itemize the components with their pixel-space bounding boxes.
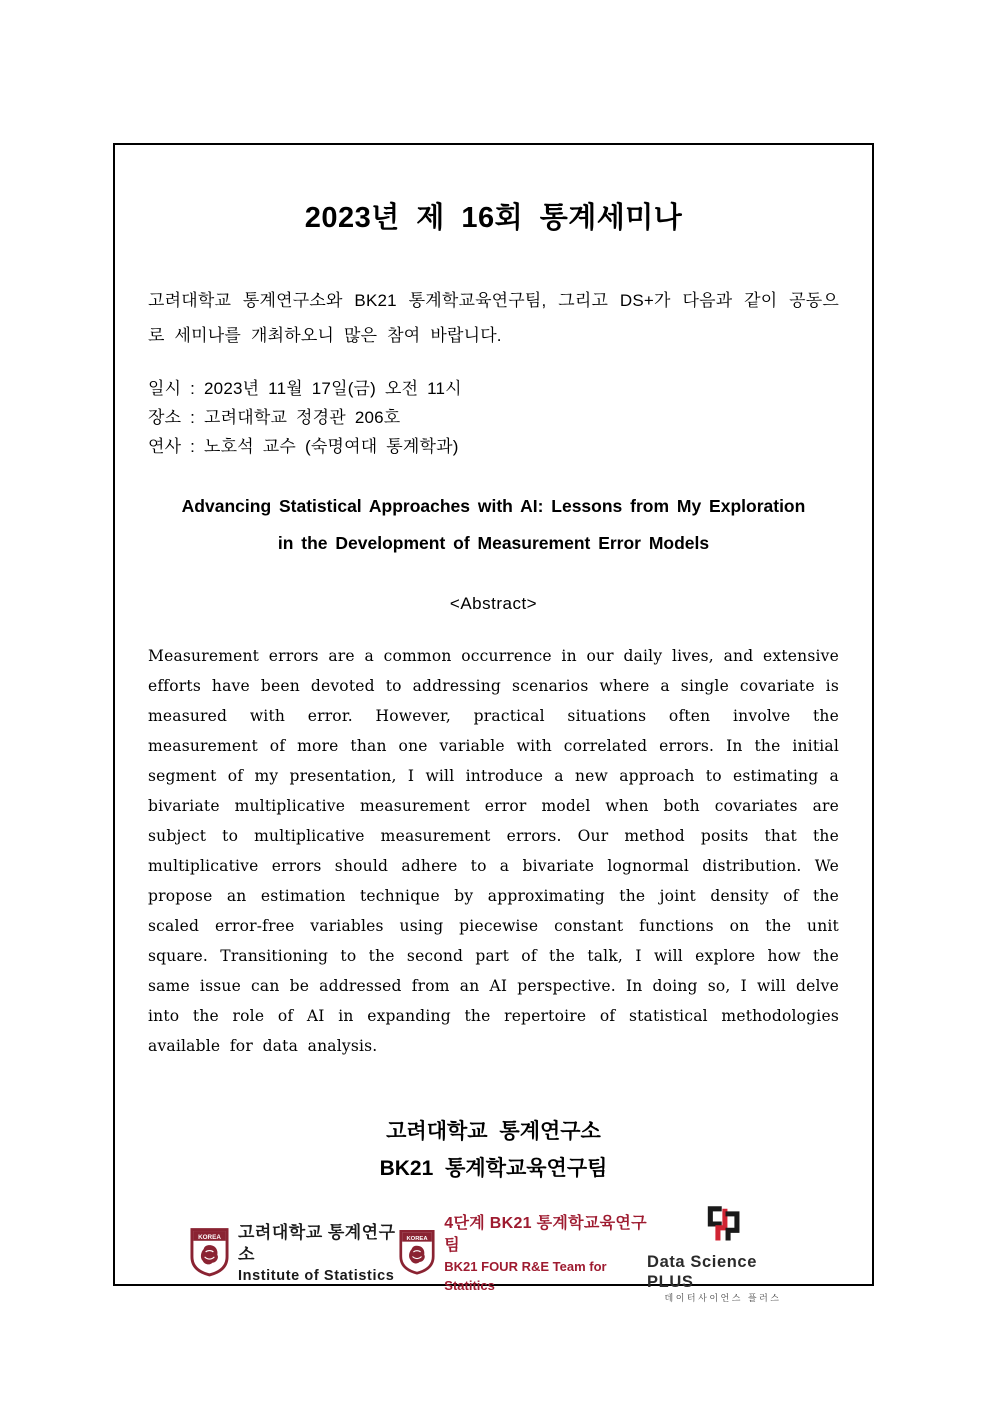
host-line1: 고려대학교 통계연구소 [386,1120,601,1143]
event-location: 장소 : 고려대학교 정경관 206호 [148,408,401,427]
event-details [148,374,839,461]
korea-university-shield-icon [190,1227,229,1282]
bk21-logo-english-label: BK21 FOUR R&E Team for Statitics [444,1259,607,1293]
event-speaker: 연사 : 노호석 교수 (숙명여대 통계학과) [148,437,459,456]
bk21-team-logo [399,1213,647,1295]
data-science-plus-icon [704,1203,742,1250]
data-science-plus-korean-label: 데이터사이언스 플러스 [664,1293,782,1303]
announcement-page [113,143,874,1303]
talk-title-line1: Advancing Statistical Approaches with AI: Lessons from My Exploration [181,496,806,516]
institute-logo-korean-label: 고려대학교 통계연구소 [238,1223,396,1264]
institute-of-statistics-logo [190,1222,399,1286]
talk-title [148,488,839,562]
intro-paragraph: 고려대학교 통계연구소와 BK21 통계학교육연구팀, 그리고 DS+가 다음과 같이 공동으로 세미나를 개최하오니 많은 참여 바랍니다. [148,291,839,345]
logo-row [148,1203,839,1305]
talk-title-line2: in the Development of Measurement Error Models [277,533,710,553]
institute-logo-english-label: Institute of Statistics [238,1268,395,1284]
event-datetime: 일시 : 2023년 11월 17일(금) 오전 11시 [148,379,462,398]
abstract-heading: <Abstract> [449,594,538,613]
abstract-text: Measurement errors are a common occurrence in our daily lives, and extensive efforts have been devoted to addressing scenarios where a single covariate is measured with error. However, practical situations often involve the measurement of more than one variable with correlated errors. In the initial segment of my presentation, I will introduce a new approach to estimating a bivariate multiplicative measurement error model when both covariates are subject to multiplicative measurement errors. Our method posits that the multiplicative errors should adhere to a bivariate lognormal distribution. We propose an estimation technique by approximating the joint density of the scaled error-free variables using piecewise constant functions on the unit square. Transitioning to the second part of the talk, I will explore how the same issue can be addressed from an AI perspective. In doing so, I will delve into the role of AI in expanding the repertoire of statistical methodologies available for data analysis. [148,647,839,1055]
host-organizations [148,1113,839,1187]
korea-university-shield-icon [399,1228,435,1281]
svg-text:KOREA: KOREA [198,1233,221,1241]
data-science-plus-logo [647,1203,799,1305]
svg-text:KOREA: KOREA [406,1235,428,1242]
data-science-plus-label: Data Science PLUS [647,1253,757,1291]
bk21-logo-korean-label: 4단계 BK21 통계학교육연구팀 [444,1215,647,1254]
page-title: 2023년 제 16회 통계세미나 [304,202,683,234]
host-line2: BK21 통계학교육연구팀 [379,1157,608,1180]
